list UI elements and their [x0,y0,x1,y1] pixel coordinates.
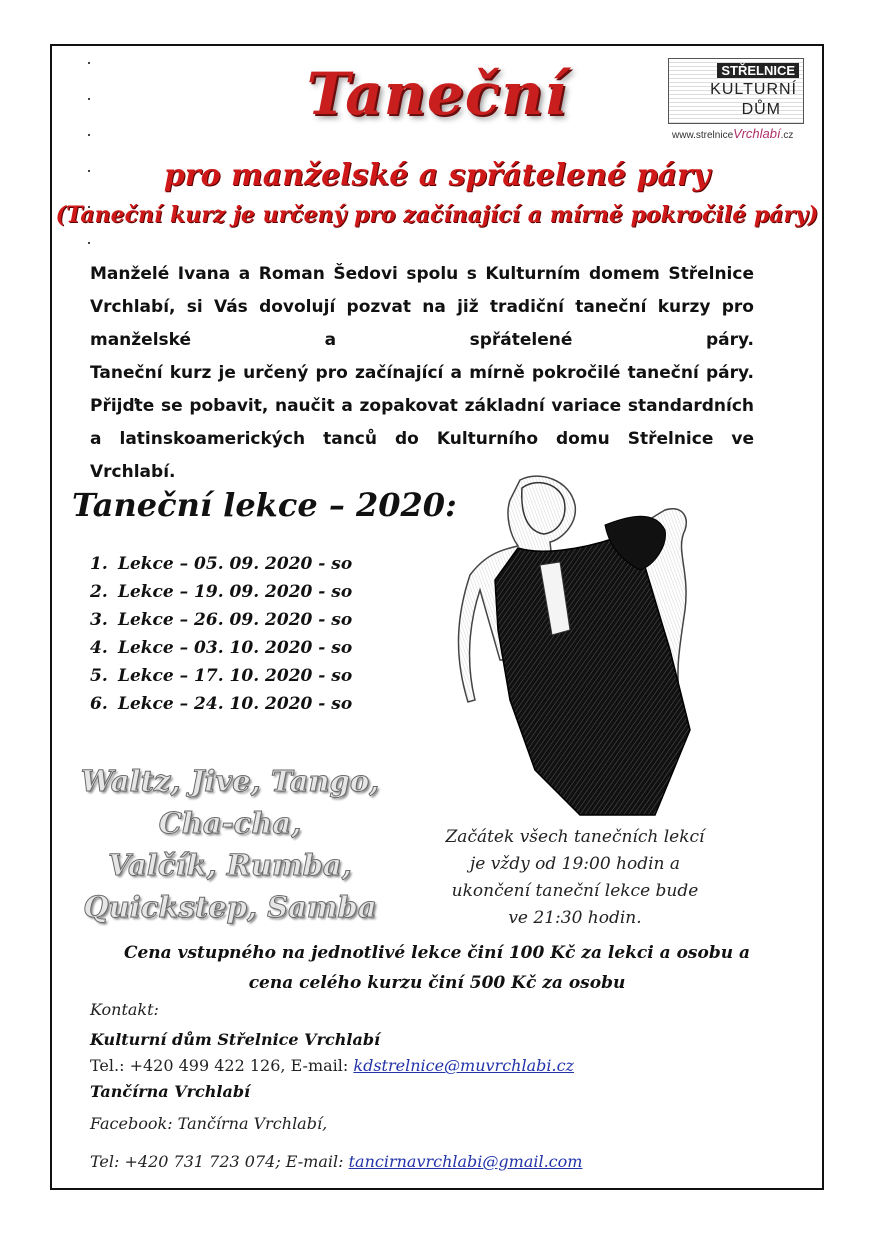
list-item [90,550,352,578]
dances-list [80,760,380,928]
contact-org2-tel: Tel: +420 731 723 074; E-mail: [90,1152,349,1171]
price-info [0,938,874,998]
contact-label: Kontakt: [90,1000,159,1019]
logo-url [672,126,793,141]
lessons-list [90,550,352,718]
intro-paragraph-1: Manželé Ivana a Roman Šedovi spolu s Kulturním domem Střelnice Vrchlabí, si Vás dovolují pozvat na již tradiční taneční kurzy pro manželské a spřátelené páry. [90,264,754,350]
contact-org1: Kulturní dům Střelnice Vrchlabí [90,1030,381,1049]
list-item [90,578,352,606]
page-title: Taneční [306,60,568,128]
contact-facebook: Facebook: Tančírna Vrchlabí, [90,1114,328,1133]
logo-url-suffix: .cz [780,130,794,141]
contact-org1-line [90,1056,574,1075]
list-item-number: 3. [90,610,108,630]
list-item-text: Lekce – 24. 10. 2020 - so [118,694,353,714]
list-item-text: Lekce – 03. 10. 2020 - so [118,638,353,658]
list-item-number: 4. [90,638,108,658]
list-item-number: 2. [90,582,108,602]
dances-line-3: Valčík, Rumba, [108,848,352,882]
list-item [90,606,352,634]
logo-line3: DŮM [741,101,781,118]
contact-org2: Tančírna Vrchlabí [90,1082,251,1101]
strelnice-logo [668,58,804,140]
email-link-kdstrelnice[interactable]: kdstrelnice@muvrchlabi.cz [353,1056,574,1075]
contact-org1-tel: Tel.: +420 499 422 126, E-mail: [90,1056,354,1075]
price-line-2: cena celého kurzu činí 500 Kč za osobu [248,973,626,993]
dancing-couple-image [440,470,710,820]
list-item-number: 1. [90,554,108,574]
email-link-tancirna[interactable]: tancirnavrchlabi@gmail.com [348,1152,583,1171]
list-item-text: Lekce – 05. 09. 2020 - so [118,554,353,574]
list-item [90,634,352,662]
price-line-1: Cena vstupného na jednotlivé lekce činí 100 Kč za lekci a osobu a [123,943,751,963]
logo-line2: KULTURNÍ [710,81,797,98]
logo-line1: STŘELNICE [717,63,799,78]
list-item-text: Lekce – 17. 10. 2020 - so [118,666,353,686]
list-item [90,690,352,718]
intro-paragraph-3: Přijďte se pobavit, naučit a zopakovat základní variace standardních a latinskoamerických tanců do Kulturního domu Střelnice ve Vrchlabí. [90,396,754,482]
intro-paragraph-2: Taneční kurz je určený pro začínající a mírně pokročilé taneční páry. [90,363,754,383]
logo-box [668,58,804,124]
start-line-3: ukončení taneční lekce bude [451,881,699,901]
subtitle-note: (Taneční kurz je určený pro začínající a mírně pokročilé páry) [55,202,819,228]
subtitle: pro manželské a spřátelené páry [163,158,711,193]
lessons-heading: Taneční lekce – 2020: [72,486,457,524]
list-item-number: 6. [90,694,108,714]
contact-org2-line [90,1152,582,1171]
list-item-text: Lekce – 19. 09. 2020 - so [118,582,353,602]
start-time-note [420,824,730,932]
dances-line-2: Cha-cha, [158,806,302,840]
dances-line-1: Waltz, Jive, Tango, [80,764,380,798]
logo-url-prefix: www.strelnice [672,130,734,141]
list-item-number: 5. [90,666,108,686]
start-line-1: Začátek všech tanečních lekcí [445,827,705,847]
list-item [90,662,352,690]
start-line-2: je vždy od 19:00 hodin a [469,854,681,874]
list-item-text: Lekce – 26. 09. 2020 - so [118,610,353,630]
dances-line-4: Quickstep, Samba [83,890,377,924]
logo-url-brand: Vrchlabí [733,126,781,141]
start-line-4: ve 21:30 hodin. [508,908,642,928]
intro-text [90,258,754,489]
